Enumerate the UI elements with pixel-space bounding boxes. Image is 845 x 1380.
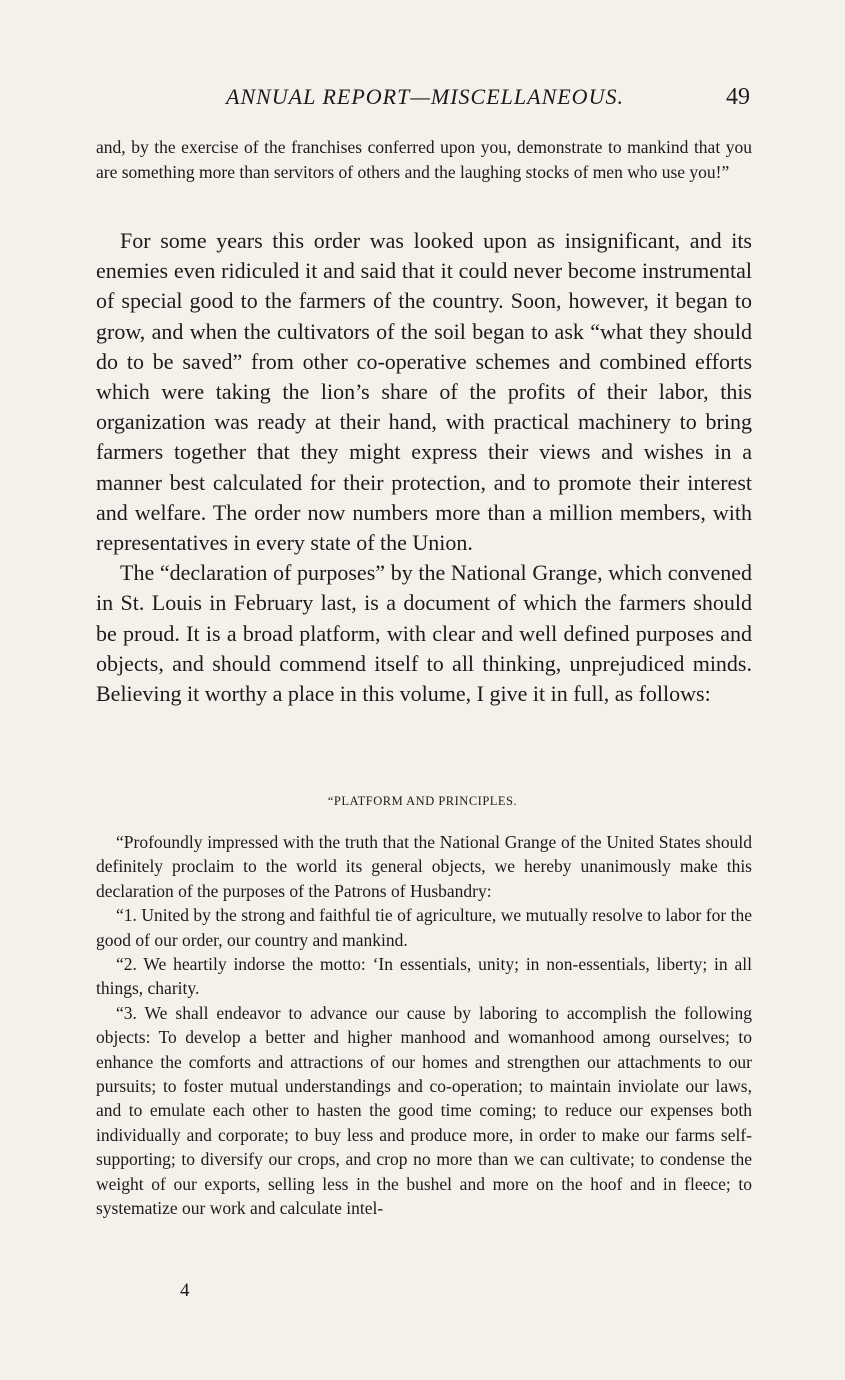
page-number: 49 (726, 84, 750, 110)
section-heading: “PLATFORM AND PRINCIPLES. (327, 794, 518, 808)
running-head: ANNUAL REPORT—MISCELLANEOUS. (226, 84, 624, 109)
page-header (96, 84, 760, 116)
body-paragraph: The “declaration of purposes” by the National Grange, which convened in St. Louis in February last, is a document of which the farmers should be proud. It is a broad platform, with clear and well defined purposes and objects, and should commend itself to all thinking, unprejudiced minds. Believing it worthy a place in this volume, I give it in full, as follows: (96, 560, 752, 707)
quote-continuation: and, by the exercise of the franchises conferred upon you, demonstrate to mankind that you are something more than servitors of others and the laughing stocks of men who use you!” (96, 137, 752, 182)
platform-paragraph: “1. United by the strong and faithful tie of agriculture, we mutually resolve to labor for the good of our order, our country and mankind. (96, 905, 752, 950)
platform-paragraph: “2. We heartily indorse the motto: ‘In essentials, unity; in non-essentials, liberty; in all things, charity. (96, 954, 752, 999)
body-text (96, 226, 752, 709)
platform-text (96, 830, 752, 1221)
platform-paragraph: “Profoundly impressed with the truth that the National Grange of the United States should definitely proclaim to the world its general objects, we hereby unanimously make this declaration of the purposes of the Patrons of Husbandry: (96, 832, 752, 901)
body-paragraph: For some years this order was looked upon as insignificant, and its enemies even ridiculed it and said that it could never become instrumental of special good to the farmers of the country. Soon, however, it began to grow, and when the cultivators of the soil began to ask “what they should do to be saved” from other co-operative schemes and combined efforts which were taking the lion’s share of the profits of their labor, this organization was ready at their hand, with practical machinery to bring farmers together that they might express their views and wishes in a manner best calculated for their protection, and to promote their interest and welfare. The order now numbers more than a million members, with representatives in every state of the Union. (96, 228, 752, 556)
platform-paragraph: “3. We shall endeavor to advance our cause by laboring to accomplish the following objects: To develop a better and higher manhood and womanhood among ourselves; to enhance the comforts and attractions of our homes and strengthen our attachments to our pursuits; to foster mutual understandings and co-operation; to maintain inviolate our laws, and to emulate each other to hasten the good time coming; to reduce our expenses both individually and corporate; to buy less and produce more, in order to make our farms self-supporting; to diversify our crops, and crop no more than we can cultivate; to condense the weight of our exports, selling less in the bushel and more on the hoof and in fleece; to systematize our work and calculate intel- (96, 1002, 752, 1219)
signature-mark: 4 (180, 1280, 190, 1301)
